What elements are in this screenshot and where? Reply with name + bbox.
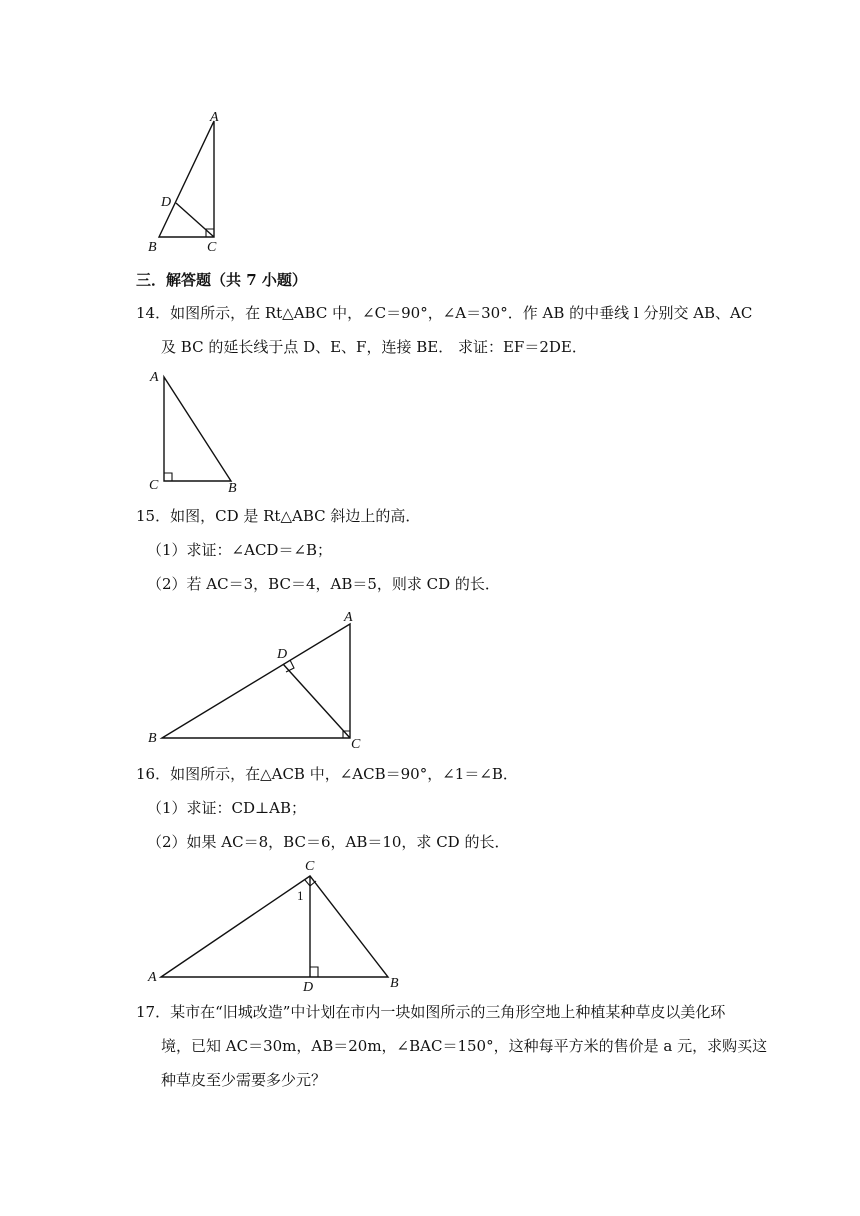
label-angle-1: 1 [297,888,304,903]
figure-q14-triangle [140,365,250,495]
figure-triangle-abcd-top [140,105,240,255]
figure-q15-triangle [140,605,380,755]
q15-line-3: （2）若 AC＝3，BC＝4，AB＝5，则求 CD 的长． [147,575,500,593]
q17-line-1: 17．某市在“旧城改造”中计划在市内一块如图所示的三角形空地上种植某种草皮以美化环 [136,1003,726,1021]
label-b: B [228,481,237,496]
label-a: A [344,610,353,625]
figure-q16-triangle [140,855,410,995]
label-c: C [207,240,217,255]
label-b: B [148,731,157,746]
section-title: 三．解答题（共 7 小题） [136,271,307,289]
segment-dc [176,203,214,237]
label-a: A [210,110,219,125]
q14-line-1: 14．如图所示，在 Rt△ABC 中，∠C＝90°，∠A＝30°．作 AB 的中垂线 l 分别交 AB、AC [136,304,753,322]
q15-line-1: 15．如图，CD 是 Rt△ABC 斜边上的高． [136,507,421,525]
right-angle-mark-d [310,967,318,977]
triangle-acb [161,876,388,977]
triangle-abc [159,121,214,237]
q17-line-2: 境，已知 AC＝30m，AB＝20m，∠BAC＝150°，这种每平方米的售价是 a 元，求购买这 [161,1037,768,1055]
q15-line-2: （1）求证：∠ACD＝∠B； [147,541,333,559]
label-d: D [161,195,172,210]
label-c: C [305,859,315,874]
label-d: D [303,980,314,995]
label-b: B [390,976,399,991]
q16-line-2: （1）求证：CD⊥AB； [147,799,307,817]
segment-cd [283,664,350,738]
label-d: D [277,647,288,662]
q16-line-3: （2）如果 AC＝8，BC＝6，AB＝10，求 CD 的长． [147,833,510,851]
label-c: C [149,478,159,493]
q17-line-3: 种草皮至少需要多少元？ [161,1071,327,1089]
label-a: A [150,370,159,385]
label-a: A [148,970,157,985]
label-b: B [148,240,157,255]
q16-line-1: 16．如图所示，在△ACB 中，∠ACB＝90°，∠1＝∠B． [136,765,518,783]
q14-line-2: 及 BC 的延长线于点 D、E、F，连接 BE． 求证：EF＝2DE． [161,338,587,356]
label-c: C [351,737,361,752]
triangle-abc [162,624,350,738]
right-angle-mark-c [164,473,172,481]
triangle-abc [164,377,231,481]
